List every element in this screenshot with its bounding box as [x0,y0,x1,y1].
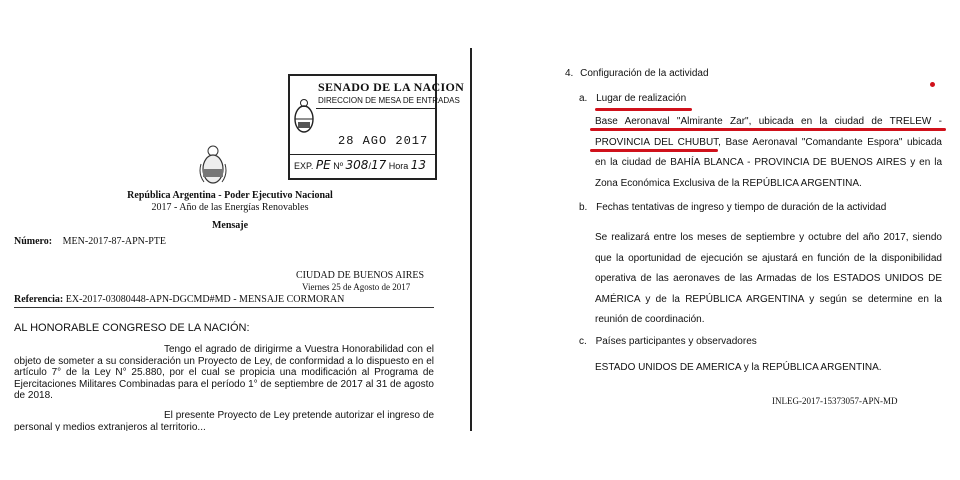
item-a-title: Lugar de realización [596,93,687,104]
addressee: AL HONORABLE CONGRESO DE LA NACIÓN: [14,322,250,334]
item-b-body: Se realizará entre los meses de septiembre y octubre del año 2017, siendo que la oportunidad de ejecución se ajustará en función de la disponibilidad operativa de las aeronaves de las Armadas de los ESTADOS UNIDOS DE AMÉRICA y de la REPÚBLICA ARGENTINA y según se determine en la reunión de coordinación. [595,232,942,325]
item-c-marker: c. [579,336,587,347]
item-b-marker: b. [579,202,588,213]
year-motto: 2017 - Año de las Energías Renovables [151,202,309,213]
numero-line [14,236,166,247]
paragraph-2: El presente Proyecto de Ley pretende autorizar el ingreso de personal y medios extranjeros al territorio... [14,410,434,431]
item-c-heading [579,336,757,347]
stamp-expediente-line: EXP. PE Nº 308/17 Hora 13 [294,158,427,172]
issuer: República Argentina - Poder Ejecutivo Nacional [127,190,333,201]
item-a-marker: a. [579,93,588,104]
stamp-title: SENADO DE LA NACION [318,80,465,94]
item-c-title: Países participantes y observadores [595,336,757,347]
referencia-line [14,294,344,305]
coat-of-arms-icon [293,98,315,136]
senate-reception-stamp [288,74,465,180]
message-page-left [0,48,472,431]
stamp-expediente-number: 308 [345,158,369,172]
numero-value: MEN-2017-87-APN-PTE [62,236,166,247]
section-4-heading [565,68,709,79]
item-c-body: ESTADO UNIDOS DE AMERICA y la REPÚBLICA ARGENTINA. [595,362,882,373]
paragraph-1: Tengo el agrado de dirigirme a Vuestra Honorabilidad con el objeto de someter a su consideración un Proyecto de Ley, de conformidad a lo dispuesto en el artículo 7° de la Ley N° 25.880, por el cual se propicia una modificación al Programa de Ejercitaciones Militares Combinadas para el período 1° de septiembre de 2017 al 31 de agosto de 2018. [14,344,434,401]
red-underline [590,149,718,152]
red-annotation-dot [930,82,935,87]
section-number: 4. [565,68,574,79]
document-type: Mensaje [211,220,249,231]
stamp-expediente-year: 17 [370,158,387,172]
stamp-subtitle: DIRECCION DE MESA DE ENTRADAS [318,96,460,105]
item-b-title: Fechas tentativas de ingreso y tiempo de duración de la actividad [596,202,887,213]
city: CIUDAD DE BUENOS AIRES [296,270,425,281]
referencia-label: Referencia: [14,294,64,305]
red-underline [595,108,692,111]
item-b-heading [579,202,886,213]
item-a-heading [579,93,686,104]
item-a-body: Base Aeronaval "Almirante Zar", ubicada en la ciudad de TRELEW - PROVINCIA DEL CHUBUT, Base Aeronaval "Comandante Espora" ubicada en la ciudad de BAHÍA BLANCA - PROVINCIA DE BUENOS AIRES y en la Zona Económica Exclusiva de la REPÚBLICA ARGENTINA. [595,116,942,189]
referencia-value: EX-2017-03080448-APN-DGCMD#MD - MENSAJE CORMORAN [65,294,345,305]
annex-page-right [472,48,960,431]
reference-code: INLEG-2017-15373057-APN-MD [772,396,898,406]
stamp-date: 28 AGO 2017 [338,134,429,148]
stamp-expediente-code: PE [315,158,331,172]
stamp-hora: 13 [410,158,427,172]
numero-label: Número: [14,236,53,247]
coat-of-arms-icon [198,144,228,186]
red-underline [590,128,946,131]
date: Viernes 25 de Agosto de 2017 [302,282,411,292]
section-title: Configuración de la actividad [580,68,709,79]
